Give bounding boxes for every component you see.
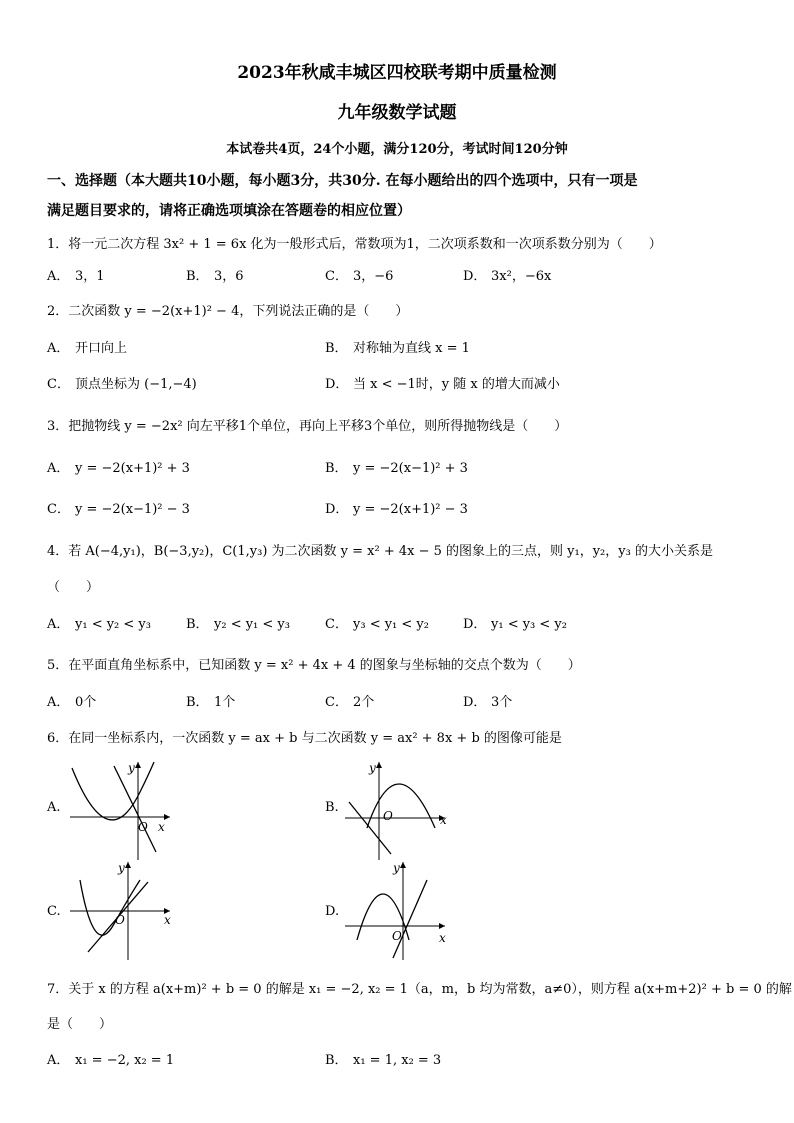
question-4-stem-cont: （ ） [47,580,100,595]
question-5-stem: 5．在平面直角坐标系中，已知函数 y = x² + 4x + 4 的图象与坐标轴的交点个数为（ ） [47,658,581,673]
q6-graph-b [345,760,455,860]
q6-graph-d [345,860,455,960]
axis-y-label: y [118,861,125,875]
q5-option-d: D． 3个 [463,695,513,710]
q2-option-d: D． 当 x < −1时，y 随 x 的增大而减小 [325,377,560,392]
question-6-stem: 6．在同一坐标系内，一次函数 y = ax + b 与二次函数 y = ax² + 8x + b 的图像可能是 [47,731,562,746]
q6-option-d-label: D. [325,904,340,919]
q1-option-d: D． 3x²，−6x [463,269,552,284]
q3-option-c: C． y = −2(x−1)² − 3 [47,502,190,517]
q7-option-b: B． x₁ = 1, x₂ = 3 [325,1053,442,1068]
origin-label: O [115,913,125,927]
question-4-stem: 4．若 A(−4,y₁)，B(−3,y₂)，C(1,y₃) 为二次函数 y = x² + 4x − 5 的图象上的三点，则 y₁，y₂，y₃ 的大小关系是 [47,544,713,559]
q7-option-a: A． x₁ = −2, x₂ = 1 [47,1053,175,1068]
q4-option-a: A． y₁ < y₂ < y₃ [47,617,151,632]
q2-option-a: A． 开口向上 [47,341,128,356]
question-7-stem: 7．关于 x 的方程 a(x+m)² + b = 0 的解是 x₁ = −2, x₂ = 1（a，m，b 均为常数，a≠0），则方程 a(x+m+2)² + b = 0 的解 [47,982,792,997]
exam-info: 本试卷共4页，24个小题，满分120分，考试时间120分钟 [226,142,568,157]
axis-x-label: x [164,913,171,927]
q1-option-b: B． 3，6 [186,269,244,284]
q4-option-c: C． y₃ < y₁ < y₂ [325,617,429,632]
q3-option-a: A． y = −2(x+1)² + 3 [47,461,190,476]
q5-option-b: B． 1个 [186,695,236,710]
question-7-stem-cont: 是（ ） [47,1017,113,1032]
axis-x-label: x [440,813,447,827]
q6-option-a-label: A. [47,800,61,815]
q5-option-a: A． 0个 [47,695,97,710]
q1-option-c: C． 3，−6 [325,269,394,284]
question-1-stem: 1．将一元二次方程 3x² + 1 = 6x 化为一般形式后，常数项为1，二次项系数和一次项系数分别为（ ） [47,237,662,252]
origin-label: O [383,809,393,823]
axis-y-label: y [393,861,400,875]
axis-y-label: y [128,761,135,775]
section-heading-line1: 一、选择题（本大题共10小题，每小题3分，共30分. 在每小题给出的四个选项中，只有一项是 [47,173,638,189]
q4-option-b: B． y₂ < y₁ < y₃ [186,617,290,632]
q5-option-c: C． 2个 [325,695,375,710]
q6-graph-c [70,860,180,960]
q3-option-b: B． y = −2(x−1)² + 3 [325,461,468,476]
q2-option-c: C． 顶点坐标为 (−1,−4) [47,377,197,392]
q4-option-d: D． y₁ < y₃ < y₂ [463,617,567,632]
page-subtitle: 九年级数学试题 [337,103,457,123]
origin-label: O [138,820,148,834]
q6-option-b-label: B. [325,800,339,815]
q6-option-c-label: C. [47,904,61,919]
q3-option-d: D． y = −2(x+1)² − 3 [325,502,468,517]
section-heading-line2: 满足题目要求的，请将正确选项填涂在答题卷的相应位置） [47,203,411,219]
q1-option-a: A． 3，1 [47,269,105,284]
question-3-stem: 3．把抛物线 y = −2x² 向左平移1个单位，再向上平移3个单位，则所得抛物线是（ ） [47,419,568,434]
page-title: 2023年秋咸丰城区四校联考期中质量检测 [237,63,557,83]
question-2-stem: 2．二次函数 y = −2(x+1)² − 4，下列说法正确的是（ ） [47,304,409,319]
axis-y-label: y [369,761,376,775]
q6-graph-a [70,760,180,860]
q2-option-b: B． 对称轴为直线 x = 1 [325,341,470,356]
axis-x-label: x [439,931,446,945]
axis-x-label: x [158,820,165,834]
origin-label: O [392,929,402,943]
